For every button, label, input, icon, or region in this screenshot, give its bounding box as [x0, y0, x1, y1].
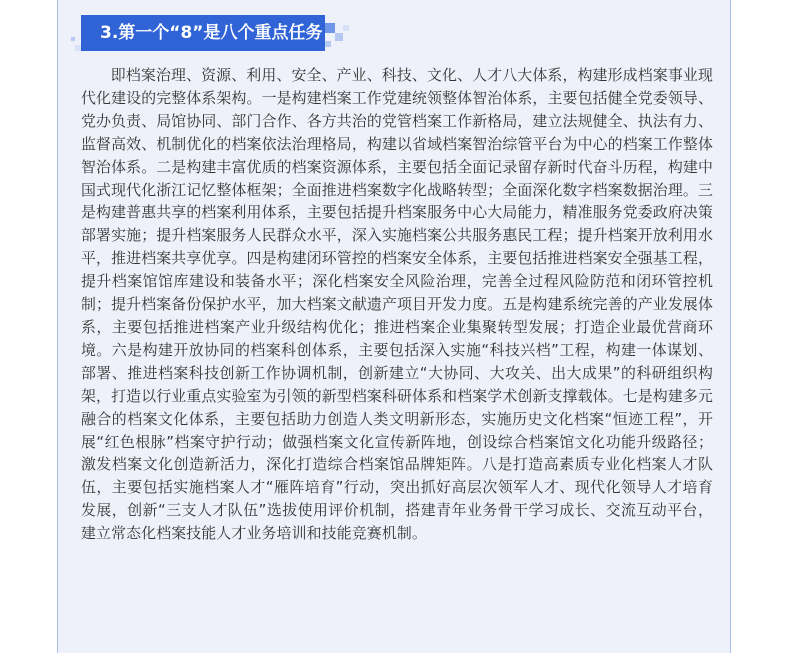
decorative-pixel [71, 37, 75, 41]
decorative-pixel [325, 23, 335, 33]
decorative-pixel [343, 25, 349, 31]
section-body-paragraph: 即档案治理、资源、利用、安全、产业、科技、文化、人才八大体系，构建形成档案事业现代化建设的完整体系架构。一是构建档案工作党建统领整体智治体系，主要包括健全党委领导、党办负责、局馆协同、部门合作、各方共治的党管档案工作新格局，建立法规健全、执法有力、监督高效、机制优化的档案依法治理格局，构建以省域档案智治综管平台为中心的档案工作整体智治体系。二是构建丰富优质的档案资源体系，主要包括全面记录留存新时代奋斗历程，构建中国式现代化浙江记忆整体框架；全面推进档案数字化战略转型；全面深化数字档案数据治理。三是构建普惠共享的档案利用体系，主要包括提升档案服务中心大局能力，精准服务党委政府决策部署实施；提升档案服务人民群众水平，深入实施档案公共服务惠民工程；提升档案开放利用水平，推进档案共享优享。四是构建闭环管控的档案安全体系，主要包括推进档案安全强基工程，提升档案馆馆库建设和装备水平；深化档案安全风险治理，完善全过程风险防范和闭环管控机制；提升档案备份保护水平，加大档案文献遗产项目开发力度。五是构建系统完善的产业发展体系，主要包括推进档案产业升级结构优化；推进档案企业集聚转型发展；打造企业最优营商环境。六是构建开放协同的档案科创体系，主要包括深入实施“科技兴档”工程，构建一体谋划、部署、推进档案科技创新工作协调机制，创新建立“大协同、大攻关、出大成果”的科研组织构架，打造以行业重点实验室为引领的新型档案科研体系和档案学术创新支撑载体。七是构建多元融合的档案文化体系，主要包括助力创造人类文明新形态，实施历史文化档案“恒迹工程”，开展“红色根脉”档案守护行动；做强档案文化宣传新阵地，创设综合档案馆文化功能升级路径；激发档案文化创造新活力，深化打造综合档案馆品牌矩阵。八是打造高素质专业化档案人才队伍，主要包括实施档案人才“雁阵培育”行动，突出抓好高层次领军人才、现代化领导人才培育发展，创新“三支人才队伍”选拔使用评价机制，搭建青年业务骨干学习成长、交流互动平台，建立常态化档案技能人才业务培训和技能竞赛机制。 [81, 66, 713, 543]
section-heading: 3.第一个“8”是八个重点任务 [81, 15, 325, 51]
decorative-pixel [325, 41, 331, 47]
decorative-pixel [75, 45, 81, 51]
decorative-pixel [335, 33, 343, 41]
